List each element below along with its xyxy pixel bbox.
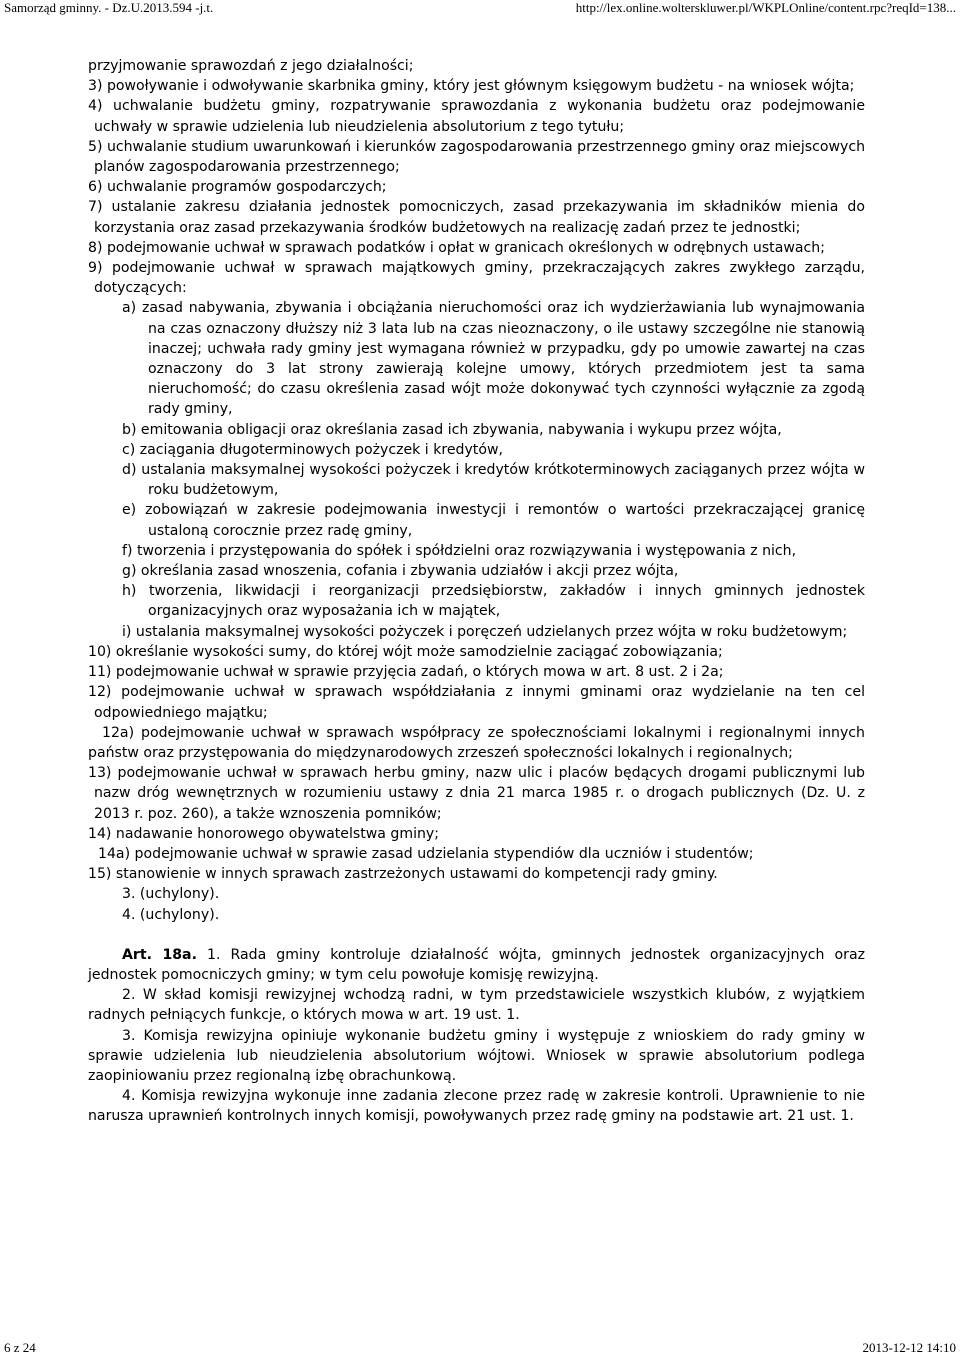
list-item: 12a) podejmowanie uchwał w sprawach współpracy ze społecznościami lokalnymi i regionalnymi innych państw oraz przystępowania do międzynarodowych zrzeszeń społeczności lokalnych i regionalnych; — [88, 724, 865, 761]
list-item: 15) stanowienie w innych sprawach zastrzeżonych ustawami do kompetencji rady gminy. — [88, 866, 718, 883]
list-item: 3) powoływanie i odwoływanie skarbnika gminy, który jest głównym księgowym budżetu - na wniosek wójta; — [88, 78, 855, 95]
sub-item-h: h) tworzenia, likwidacji i reorganizacji przedsiębiorstw, zakładów i innych gminnych jednostek organizacyjnych oraz wyposażania ich w majątek, — [122, 583, 865, 620]
list-item: 8) podejmowanie uchwał w sprawach podatków i opłat w granicach określonych w odrębnych ustawach; — [88, 239, 825, 256]
list-item: 9) podejmowanie uchwał w sprawach majątkowych gminy, przekraczających zakres zwykłego zarządu, dotyczących: — [88, 260, 865, 297]
repealed-item: 4. (uchylony). — [122, 906, 220, 923]
list-item: 12) podejmowanie uchwał w sprawach współdziałania z innymi gminami oraz wydzielanie na ten cel odpowiedniego majątku; — [88, 684, 865, 721]
article-label: Art. 18a. — [122, 946, 197, 963]
list-item: 7) ustalanie zakresu działania jednostek pomocniczych, zasad przekazywania im składników mienia do korzystania oraz zasad przekazywania środków budżetowych na realizację zadań przez te jednostki; — [88, 199, 865, 236]
article-paragraph-1 — [88, 945, 865, 985]
page-header — [0, 0, 960, 16]
print-timestamp: 2013-12-12 14:10 — [862, 1340, 956, 1355]
article-text: 1. Rada gminy kontroluje działalność wójta, gminnych jednostek organizacyjnych oraz jednostek pomocniczych gminy; w tym celu powołuje komisję rewizyjną. — [88, 946, 865, 983]
page-footer — [0, 1340, 960, 1356]
list-item: 13) podejmowanie uchwał w sprawach herbu gminy, nazw ulic i placów będących drogami publicznymi lub nazw dróg wewnętrznych w rozumieniu ustawy z dnia 21 marca 1985 r. o drogach publicznych (Dz. U. z 2013 r. poz. 260), a także wznoszenia pomników; — [88, 765, 865, 822]
list-item: 11) podejmowanie uchwał w sprawie przyjęcia zadań, o których mowa w art. 8 ust. 2 i 2a; — [88, 664, 724, 681]
list-item: 14) nadawanie honorowego obywatelstwa gminy; — [88, 825, 440, 842]
header-title: Samorząd gminny. - Dz.U.2013.594 -j.t. — [4, 0, 214, 15]
article-paragraph-2: 2. W skład komisji rewizyjnej wchodzą radni, w tym przedstawiciele wszystkich klubów, z wyjątkiem radnych pełniących funkcje, o których mowa w art. 19 ust. 1. — [88, 987, 865, 1024]
sub-item-i: i) ustalania maksymalnej wysokości pożyczek i poręczeń udzielanych przez wójta w roku budżetowym; — [122, 623, 848, 640]
header-url: http://lex.online.wolterskluwer.pl/WKPLOnline/content.rpc?reqId=138... — [575, 0, 956, 15]
list-item: 5) uchwalanie studium uwarunkowań i kierunków zagospodarowania przestrzennego gminy oraz miejscowych planów zagospodarowania przestrzennego; — [88, 138, 866, 176]
list-item: przyjmowanie sprawozdań z jego działalności; — [88, 58, 414, 74]
list-item: 14a) podejmowanie uchwał w sprawie zasad udzielania stypendiów dla uczniów i studentów; — [98, 845, 754, 862]
sub-item-a: a) zasad nabywania, zbywania i obciążania nieruchomości oraz ich wydzierżawiania lub wynajmowania na czas oznaczony dłuższy niż 3 lata lub na czas nieoznaczony, o ile ustawy szczególne nie stanowią inaczej; uchwała rady gminy jest wymagana również w przypadku, gdy po umowie zawartej na czas oznaczony do 3 lat strony zawierają kolejne umowy, których przedmiotem jest ta sama nieruchomość; do czasu określenia zasad wójt może dokonywać tych czynności wyłącznie za zgodą rady gminy, — [122, 300, 865, 418]
article-paragraph-3: 3. Komisja rewizyjna opiniuje wykonanie budżetu gminy i występuje z wnioskiem do rady gminy w sprawie udzielenia lub nieudzielenia absolutorium wójtowi. Wniosek w sprawie absolutorium podlega zaopiniowaniu przez regionalną izbę obrachunkową. — [88, 1027, 865, 1084]
list-item: 10) określanie wysokości sumy, do której wójt może samodzielnie zaciągać zobowiązania; — [88, 643, 723, 660]
sub-item-e: e) zobowiązań w zakresie podejmowania inwestycji i remontów o wartości przekraczającej granicę ustaloną corocznie przez radę gminy, — [122, 502, 865, 539]
sub-item-b: b) emitowania obligacji oraz określania zasad ich zbywania, nabywania i wykupu przez wójta, — [122, 421, 782, 438]
repealed-item: 3. (uchylony). — [122, 886, 220, 903]
sub-item-f: f) tworzenia i przystępowania do spółek i spółdzielni oraz rozwiązywania i występowania z nich, — [122, 542, 797, 559]
sub-item-d: d) ustalania maksymalnej wysokości pożyczek i kredytów krótkoterminowych zaciąganych przez wójta w roku budżetowym, — [122, 462, 865, 499]
list-item: 6) uchwalanie programów gospodarczych; — [88, 179, 387, 196]
article-paragraph-4: 4. Komisja rewizyjna wykonuje inne zadania zlecone przez radę w zakresie kontroli. Uprawnienie to nie narusza uprawnień kontrolnych innych komisji, powoływanych przez radę gminy na podstawie art. 21 ust. 1. — [88, 1088, 865, 1125]
list-item: 4) uchwalanie budżetu gminy, rozpatrywanie sprawozdania z wykonania budżetu oraz podejmowanie uchwały w sprawie udzielenia lub nieudzielenia absolutorium z tego tytułu; — [88, 98, 865, 135]
sub-item-c: c) zaciągania długoterminowych pożyczek i kredytów, — [122, 441, 503, 458]
page-number: 6 z 24 — [4, 1340, 36, 1355]
document-body — [88, 56, 865, 1127]
sub-item-g: g) określania zasad wnoszenia, cofania i zbywania udziałów i akcji przez wójta, — [122, 563, 679, 580]
